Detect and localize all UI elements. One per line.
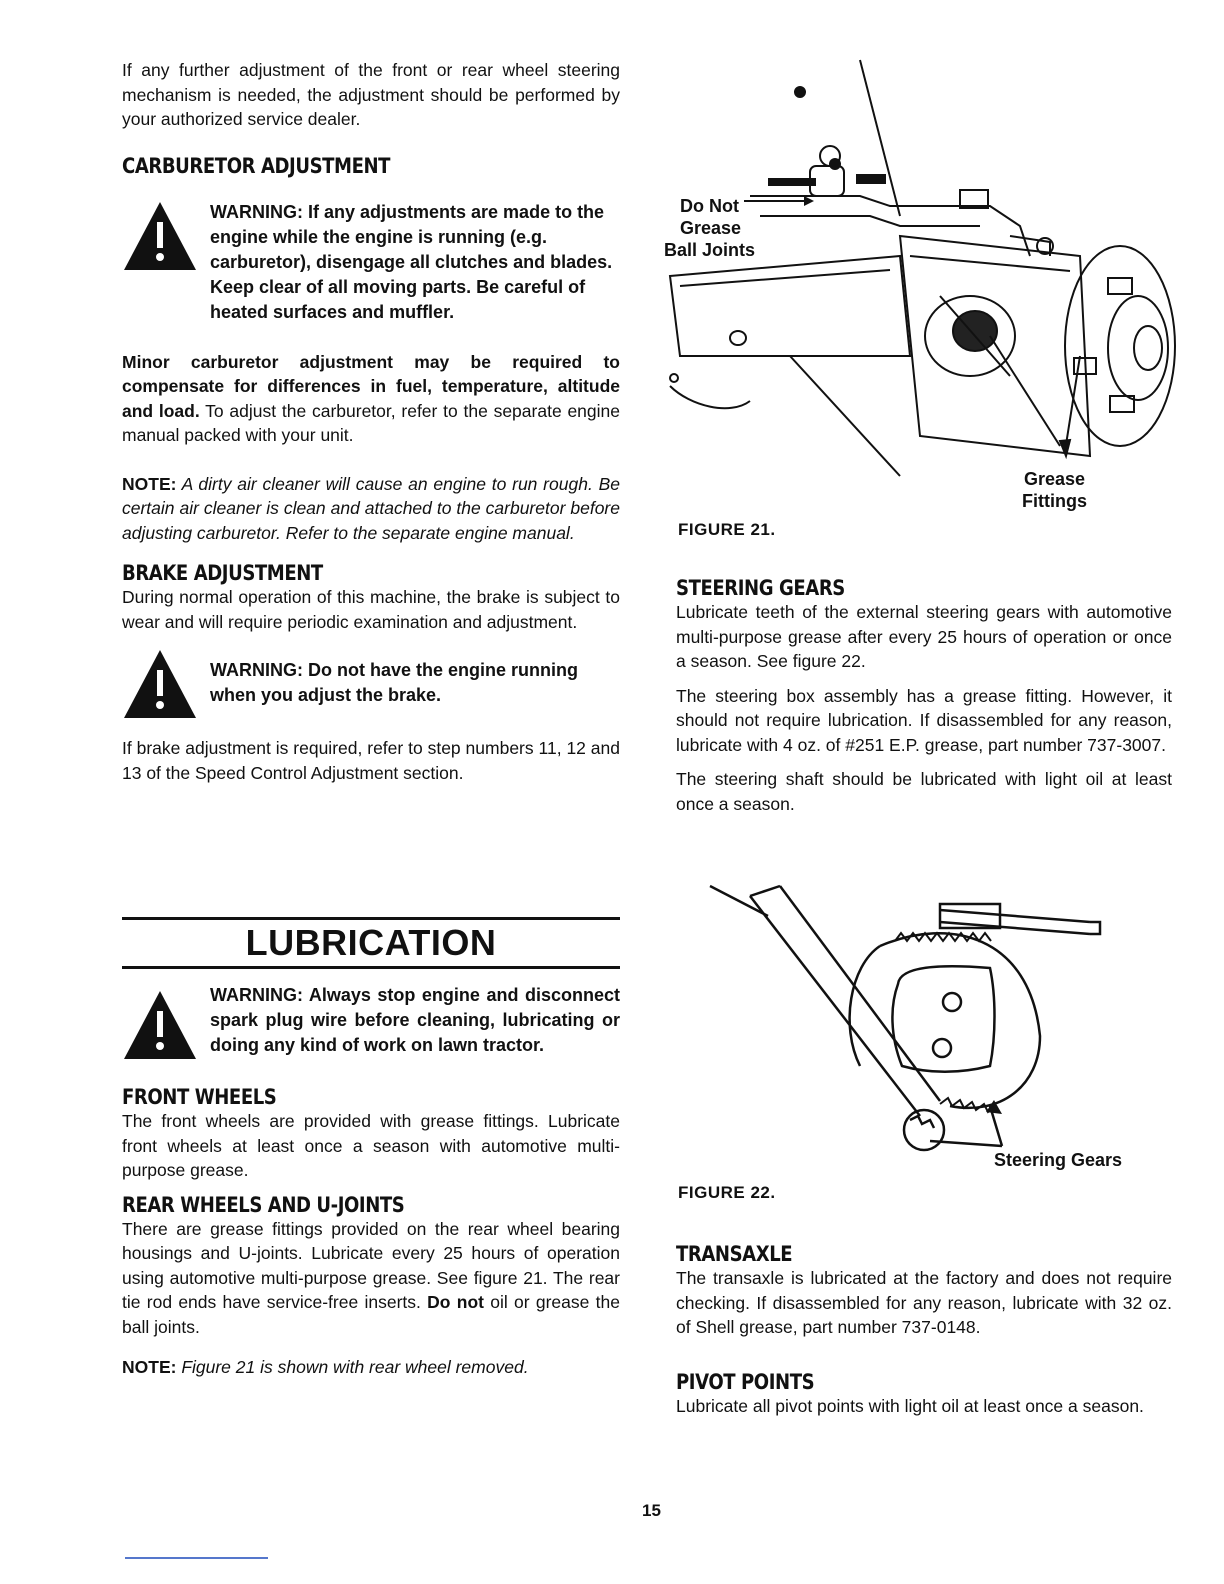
fig21-label-grease: Grease	[1023, 469, 1086, 489]
carburetor-warning	[122, 200, 620, 325]
brake-paragraph: During normal operation of this machine, the brake is subject to wear and will require periodic examination and adjustment.	[122, 587, 620, 632]
fig21-label-fittings: Fittings	[1022, 491, 1087, 511]
lubrication-warning-text: WARNING: Always stop engine and disconnect spark plug wire before cleaning, lubricating or doing any kind of work on lawn tractor.	[210, 985, 620, 1055]
brake-warning	[122, 648, 620, 720]
fig21-label-ball-joints	[664, 195, 755, 261]
carburetor-paragraph-rest: To adjust the carburetor, refer to the separate engine manual packed with your unit.	[122, 400, 620, 445]
carburetor-paragraph	[122, 350, 620, 448]
pivot-points-paragraph: Lubricate all pivot points with light oil at least once a season.	[676, 1395, 1144, 1416]
steering-paragraph-1: Lubricate teeth of the external steering gears with automotive multi-purpose grease after every 25 hours of operation or once a season. See figure 22.	[676, 602, 1172, 671]
lubrication-title: LUBRICATION	[245, 922, 497, 963]
bottom-rule	[125, 1557, 268, 1559]
right-column-middle	[676, 576, 1172, 816]
warning-triangle-icon	[122, 648, 198, 720]
lubrication-warning	[122, 983, 620, 1061]
warning-triangle-icon	[122, 989, 198, 1061]
lubrication-banner	[122, 917, 620, 969]
right-column-bottom	[676, 1242, 1172, 1418]
fig21-label-line2: Grease	[680, 218, 742, 238]
brake-paragraph-2: If brake adjustment is required, refer to step numbers 11, 12 and 13 of the Speed Control Adjustment section.	[122, 738, 620, 783]
steering-gears-heading: STEERING GEARS	[676, 576, 845, 600]
front-wheels-heading: FRONT WHEELS	[122, 1085, 277, 1109]
carburetor-warning-text: WARNING: If any adjustments are made to the engine while the engine is running (e.g. carburetor), disengage all clutches and blades. Keep clear of all moving parts. Be careful of heated surfaces and muffler.	[210, 201, 613, 322]
page-number: 15	[642, 1501, 661, 1520]
warning-triangle-icon	[122, 200, 198, 272]
intro-paragraph: If any further adjustment of the front or rear wheel steering mechanism is needed, the adjustment should be performed by your authorized service dealer.	[122, 60, 620, 129]
rear-wheels-heading: REAR WHEELS AND U-JOINTS	[122, 1192, 405, 1217]
steering-paragraph-2: The steering box assembly has a grease fitting. However, it should not require lubrication. If disassembled for any reason, lubricate with 4 oz. of #251 E.P. grease, part number 737-3007.	[676, 685, 1172, 755]
figure-22-illustration	[690, 876, 1123, 1176]
figure-21-illustration	[660, 56, 1180, 496]
figure-22-caption: FIGURE 22.	[678, 1183, 776, 1202]
left-column	[122, 52, 620, 1380]
front-wheels-paragraph: The front wheels are provided with grease fittings. Lubricate front wheels at least once a season with automotive multi-purpose grease.	[122, 1111, 620, 1180]
note-figure-21	[122, 1355, 620, 1380]
note2-label: NOTE:	[122, 1357, 177, 1377]
note2-text: Figure 21 is shown with rear wheel removed.	[176, 1357, 529, 1377]
fig21-label-grease-fittings	[1022, 468, 1087, 512]
transaxle-paragraph: The transaxle is lubricated at the factory and does not require checking. If disassembled for any reason, lubricate with 32 oz. of Shell grease, part number 737-0148.	[676, 1268, 1172, 1337]
rear-wheels-paragraph	[122, 1217, 620, 1340]
fig21-label-line3: Ball Joints	[664, 240, 756, 260]
carburetor-paragraph-bold: Minor carburetor adjustment may be required to compensate for differences in fuel, temperature, altitude and load.	[122, 351, 620, 421]
pivot-points-heading: PIVOT POINTS	[676, 1369, 815, 1394]
carburetor-heading: CARBURETOR ADJUSTMENT	[122, 153, 391, 178]
rear-wheels-text-a: There are grease fittings provided on the rear wheel bearing housings and U-joints. Lubricate every 25 hours of operation using automotive multi-purpose grease. See figure 21. The rear tie rod ends have service-free inserts.	[122, 1218, 620, 1312]
transaxle-heading: TRANSAXLE	[676, 1242, 793, 1266]
fig22-label-steering-gears: Steering Gears	[994, 1150, 1123, 1170]
figure-21-caption: FIGURE 21.	[678, 520, 776, 539]
note-text: A dirty air cleaner will cause an engine to run rough. Be certain air cleaner is clean and attached to the carburetor before adjusting carburetor. Refer to the separate engine manual.	[122, 473, 620, 543]
rear-wheels-text-b: oil or grease the ball joints.	[122, 1292, 620, 1337]
brake-heading: BRAKE ADJUSTMENT	[122, 561, 323, 585]
brake-warning-text: WARNING: Do not have the engine running when you adjust the brake.	[210, 660, 578, 705]
note-label: NOTE:	[122, 473, 177, 494]
fig21-label-line1: Do Not	[680, 196, 739, 216]
rear-wheels-text-bold: Do not	[427, 1292, 484, 1312]
note-air-cleaner	[122, 472, 620, 546]
steering-paragraph-3: The steering shaft should be lubricated with light oil at least once a season.	[676, 769, 1172, 814]
